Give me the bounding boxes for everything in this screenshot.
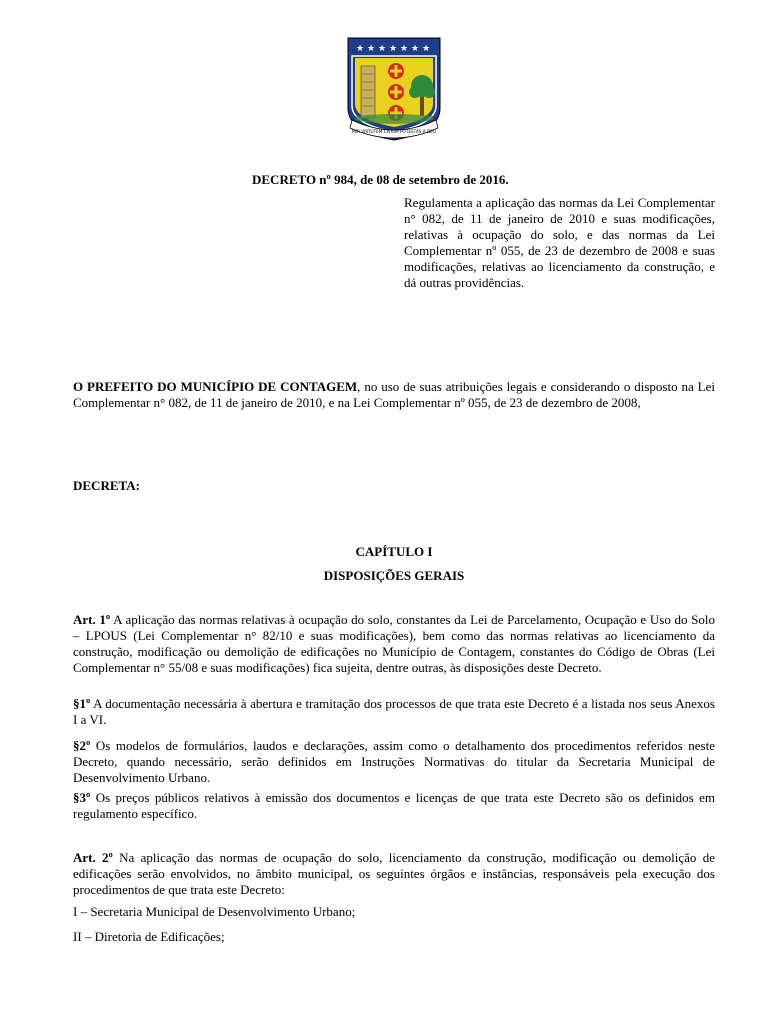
article-1-text: A aplicação das normas relativas à ocupação do solo, constantes da Lei de Parcelamento, Ocupação e Uso do Solo – LPOUS (Lei Complementar n° 82/10 e suas modificações), bem como das normas relativas ao licenciamento da construção, modificação ou demolição de edificações no Município de Contagem, constantes do Código de Obras (Lei Complementar n° 55/08 e suas modificações) fica sujeita, dentre outras, às disposições deste Decreto. — [73, 612, 716, 675]
paragraph-3 — [73, 790, 715, 822]
stars-icon — [356, 44, 430, 54]
decreta-heading: DECRETA: — [73, 478, 140, 493]
article-2 — [73, 850, 715, 898]
article-1 — [73, 612, 715, 676]
paragraph-3-label: §3º — [73, 790, 91, 805]
chapter-title: DISPOSIÇÕES GERAIS — [323, 568, 465, 583]
red-cross-emblems-icon — [388, 63, 404, 121]
svg-text:★: ★ — [367, 44, 376, 54]
paragraph-2-label: §2º — [73, 738, 91, 753]
svg-text:★: ★ — [400, 44, 409, 54]
svg-text:★: ★ — [411, 44, 420, 54]
tower-icon — [361, 66, 375, 118]
paragraph-2 — [73, 738, 715, 786]
paragraph-1-text: A documentação necessária à abertura e tramitação dos processos de que trata este Decreto é a listada nos seus Anexos I a VI. — [73, 696, 715, 727]
preamble-paragraph — [73, 379, 715, 411]
list-item: I – Secretaria Municipal de Desenvolvimento Urbano; — [73, 904, 356, 919]
svg-text:★: ★ — [378, 44, 387, 54]
paragraph-2-text: Os modelos de formulários, laudos e declarações, assim como o detalhamento dos procedimentos referidos neste Decreto, quando necessário, serão definidos em Instruções Normativas do titular da Secretaria Municipal de Desenvolvimento Urbano. — [73, 738, 715, 785]
decree-title: DECRETO nº 984, de 08 de setembro de 2016. — [252, 172, 509, 187]
article-2-text: Na aplicação das normas de ocupação do solo, licenciamento da construção, modificação ou demolição de edificações serão envolvidos, no âmbito municipal, os seguintes órgãos e instâncias, responsáveis pela execução dos procedimentos de que trata este Decreto: — [73, 850, 715, 897]
svg-text:★: ★ — [356, 44, 365, 54]
svg-text:★: ★ — [422, 44, 431, 54]
paragraph-1-label: §1º — [73, 696, 91, 711]
paragraph-3-text: Os preços públicos relativos à emissão dos documentos e licenças de que trata este Decreto são os definidos em regulamento específico. — [73, 790, 715, 821]
paragraph-1 — [73, 696, 715, 728]
municipal-coat-of-arms — [346, 36, 442, 142]
svg-text:★: ★ — [389, 44, 398, 54]
chapter-number: CAPÍTULO I — [355, 544, 433, 559]
preamble-bold: O PREFEITO DO MUNICÍPIO DE CONTAGEM — [73, 379, 358, 394]
preamble-text: , no uso de suas atribuições legais e considerando o disposto na Lei Complementar n° 082, de 11 de janeiro de 2010, e na Lei Complementar nº 055, de 23 de dezembro de 2008, — [73, 379, 715, 410]
motto-text: PER VIRTUTEM CIVIUM POTESTAS A DEO — [351, 129, 437, 134]
decree-summary: Regulamenta a aplicação das normas da Lei Complementar n° 082, de 11 de janeiro de 2010 e suas modificações, relativas à ocupação do solo, e das normas da Lei Complementar nº 055, de 23 de dezembro de 2008 e suas modificações, relativas ao licenciamento da construção, e dá outras providências. — [404, 195, 715, 290]
article-2-label: Art. 2º — [73, 850, 113, 865]
coat-of-arms-image — [346, 36, 442, 142]
article-1-label: Art. 1º — [73, 612, 111, 627]
list-item: II – Diretoria de Edificações; — [73, 929, 225, 944]
